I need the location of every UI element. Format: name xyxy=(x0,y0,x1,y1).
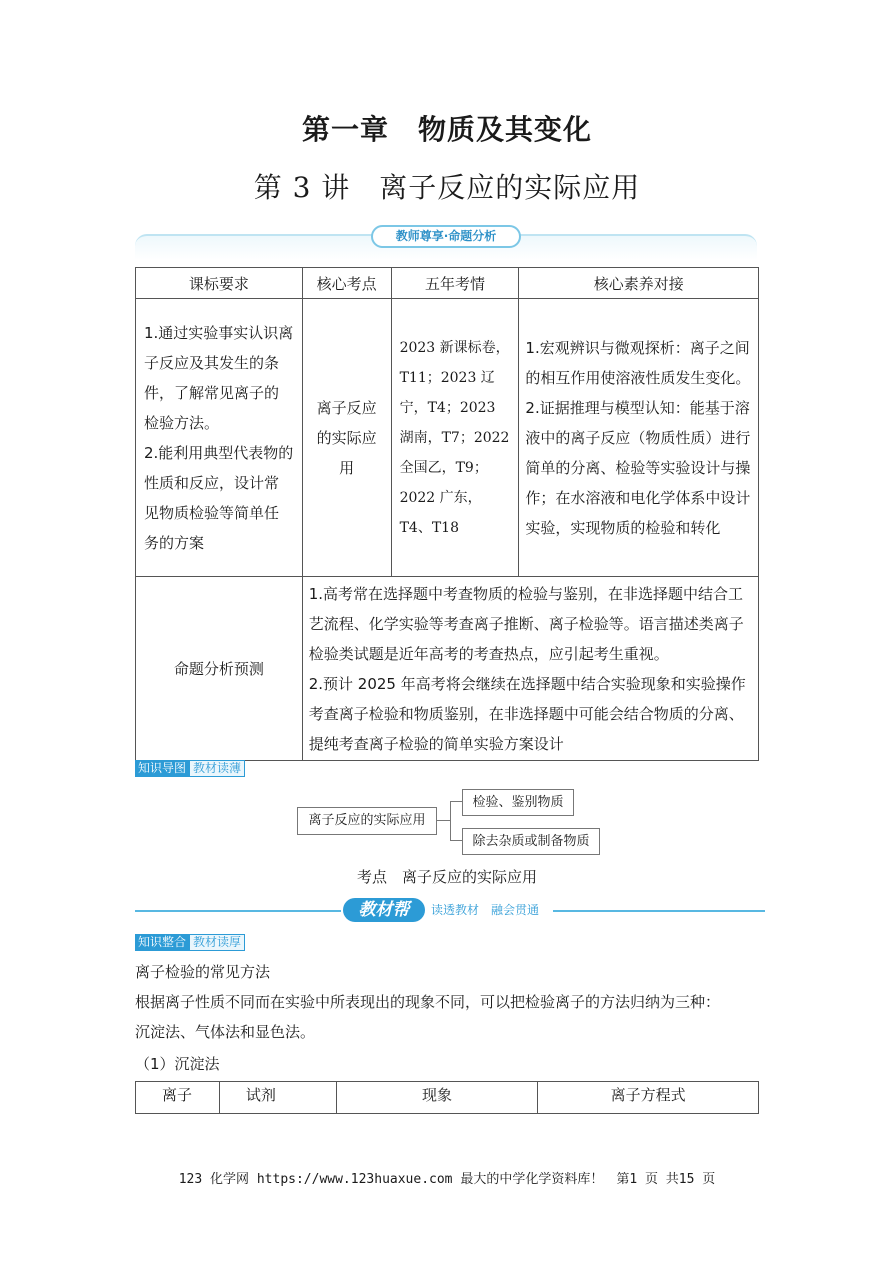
literacy-item: 1.宏观辨识与微观探析：离子之间的相互作用使溶液性质发生变化。 xyxy=(525,338,751,387)
map-connector xyxy=(450,801,451,840)
lesson-title: 第 3 讲 离子反应的实际应用 xyxy=(253,171,641,204)
standard-item: 2.能利用典型代表物的性质和反应，设计常见物质检验等简单任务的方案 xyxy=(144,443,294,552)
paragraph: 沉淀法、气体法和显色法。 xyxy=(135,1023,316,1041)
header-phenomenon: 现象 xyxy=(336,1082,538,1114)
banner-rule xyxy=(553,910,765,912)
teacher-banner-label: 教师尊享·命题分析 xyxy=(371,225,521,248)
sub-heading: （1）沉淀法 xyxy=(135,1055,220,1073)
knowledge-integration-tag xyxy=(135,934,245,951)
header-literacy: 核心素养对接 xyxy=(519,268,759,299)
map-connector xyxy=(450,801,462,802)
page-footer: 123 化学网 https://www.123huaxue.com 最大的中学化学资料库！ 第1 页 共15 页 xyxy=(178,1172,716,1187)
tag-knowledge-map: 知识导图 xyxy=(135,760,189,777)
exam-history-cell xyxy=(391,299,519,577)
forecast-item: 2.预计 2025 年高考将会继续在选择题中结合实验现象和实验操作考查离子检验和物质鉴别，在非选择题中可能会结合物质的分离、提纯考查离子检验的简单实验方案设计 xyxy=(308,674,746,753)
header-reagent: 试剂 xyxy=(219,1082,336,1114)
textbook-badge: 教材帮 xyxy=(343,898,425,922)
tag-textbook-thin: 教材读薄 xyxy=(189,760,245,777)
textbook-banner xyxy=(135,896,765,926)
core-point-cell xyxy=(302,299,391,577)
header-standard: 课标要求 xyxy=(136,268,303,299)
section-heading: 离子检验的常见方法 xyxy=(135,963,271,981)
tag-textbook-thick: 教材读厚 xyxy=(189,934,245,951)
banner-rule xyxy=(135,910,341,912)
literacy-item: 2.证据推理与模型认知：能基于溶液中的离子反应（物质性质）进行简单的分离、检验等实验设计与操作；在水溶液和电化学体系中设计实验，实现物质的检验和转化 xyxy=(525,398,751,537)
header-ion: 离子 xyxy=(136,1082,220,1114)
precipitation-table xyxy=(135,1081,759,1114)
map-connector xyxy=(436,820,450,821)
paragraph: 根据离子性质不同而在实验中所表现出的现象不同，可以把检验离子的方法归纳为三种： xyxy=(135,993,721,1011)
header-ionic-equation: 离子方程式 xyxy=(538,1082,759,1114)
section-caption: 考点 离子反应的实际应用 xyxy=(356,868,537,886)
forecast-item: 1.高考常在选择题中考查物质的检验与鉴别，在非选择题中结合工艺流程、化学实验等考查离子推断、离子检验等。语言描述类离子检验类试题是近年高考的考查热点，应引起考生重视。 xyxy=(308,584,744,663)
map-root: 离子反应的实际应用 xyxy=(297,807,437,835)
standard-item: 1.通过实验事实认识离子反应及其发生的条件，了解常见离子的检验方法。 xyxy=(144,323,294,432)
literacy-cell xyxy=(519,299,759,577)
teacher-banner xyxy=(135,222,757,258)
tag-knowledge-integration: 知识整合 xyxy=(135,934,189,951)
map-branch: 检验、鉴别物质 xyxy=(462,789,574,816)
header-exam-history: 五年考情 xyxy=(391,268,519,299)
textbook-banner-sub: 读透教材 融会贯通 xyxy=(431,903,540,917)
map-branch: 除去杂质或制备物质 xyxy=(462,828,600,855)
standard-cell xyxy=(136,299,303,577)
knowledge-map-tag xyxy=(135,760,245,777)
header-core-point: 核心考点 xyxy=(302,268,391,299)
forecast-label: 命题分析预测 xyxy=(136,577,303,761)
chapter-title: 第一章 物质及其变化 xyxy=(301,113,592,146)
forecast-cell xyxy=(302,577,758,761)
analysis-table xyxy=(135,267,759,761)
exam-history-text: 2023 新课标卷，T11；2023 辽宁，T4；2023 湖南，T7；2022 全国乙，T9；2022 广东，T4、T18 xyxy=(399,339,510,536)
core-point-text: 离子反应的实际应用 xyxy=(316,398,377,477)
map-connector xyxy=(450,840,462,841)
